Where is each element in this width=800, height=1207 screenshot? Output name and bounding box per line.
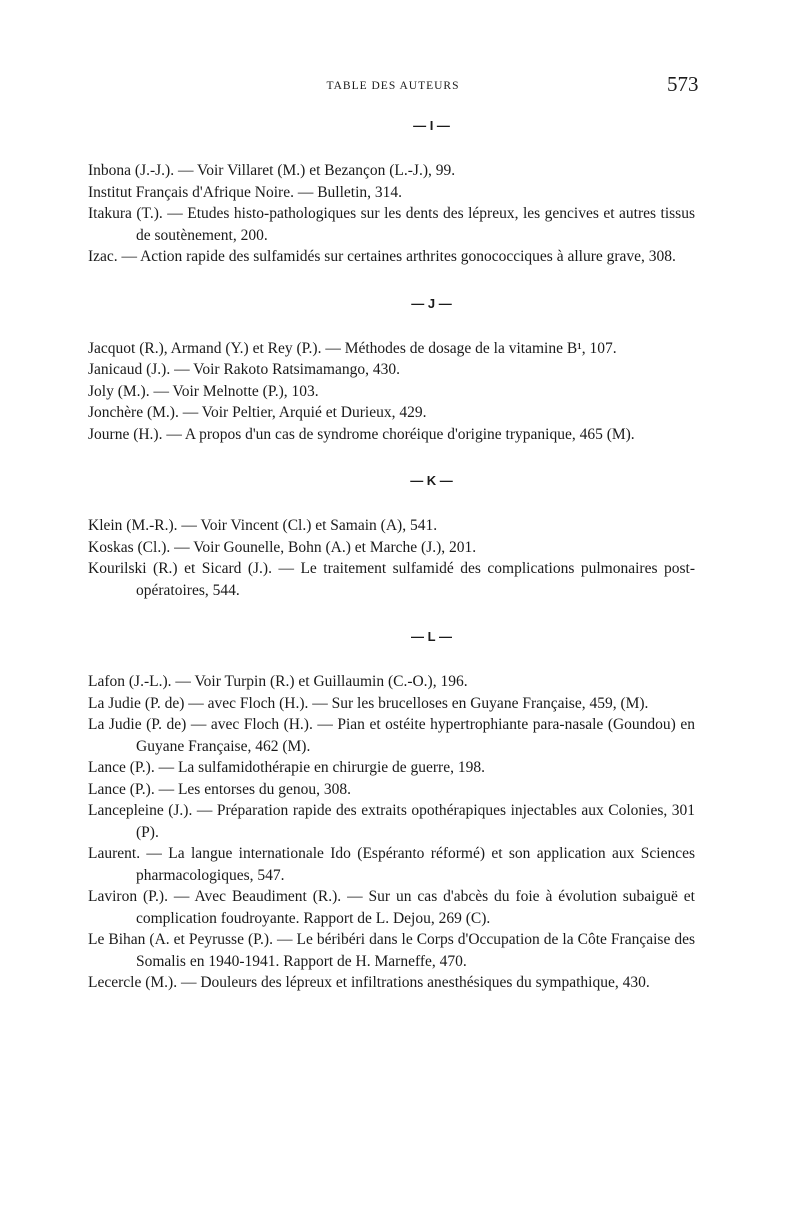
running-title: TABLE DES AUTEURS	[326, 80, 460, 92]
index-entry: Lecercle (M.). — Douleurs des lépreux et infiltrations anesthésiques du sympathique, 430.	[88, 974, 650, 991]
index-entry: La Judie (P. de) — avec Floch (H.). — Pian et ostéite hypertrophiante para-nasale (Goundou) en Guyane Française, 462 (M).	[88, 716, 695, 755]
section-heading-l: — L —	[411, 629, 452, 644]
index-entry: Lafon (J.-L.). — Voir Turpin (R.) et Guillaumin (C.-O.), 196.	[88, 673, 468, 690]
index-entry: La Judie (P. de) — avec Floch (H.). — Sur les brucelloses en Guyane Française, 459, (M).	[88, 694, 649, 712]
index-entry: Lance (P.). — La sulfamidothérapie en chirurgie de guerre, 198.	[88, 759, 485, 776]
author-index	[88, 112, 695, 994]
index-entry: Joly (M.). — Voir Melnotte (P.), 103.	[88, 382, 319, 400]
section-heading-j: — J —	[411, 295, 452, 311]
index-entry: Kourilski (R.) et Sicard (J.). — Le traitement sulfamidé des complications pulmonaires post-opératoires, 544.	[88, 560, 695, 599]
index-entry: Laviron (P.). — Avec Beaudiment (R.). — Sur un cas d'abcès du foie à évolution subaiguë et complication foudroyante. Rapport de L. Dejou, 269 (C).	[88, 888, 695, 927]
index-entry: Itakura (T.). — Etudes histo-pathologiques sur les dents des lépreux, les gencives et autres tissus de soutènement, 200.	[88, 205, 695, 244]
index-entry: Janicaud (J.). — Voir Rakoto Ratsimamango, 430.	[88, 361, 400, 378]
index-entry: Jonchère (M.). — Voir Peltier, Arquié et Durieux, 429.	[88, 404, 427, 421]
page-number: 573	[667, 72, 699, 96]
index-entry: Journe (H.). — A propos d'un cas de syndrome choréique d'origine trypanique, 465 (M).	[88, 425, 635, 443]
index-entry: Laurent. — La langue internationale Ido (Espéranto réformé) et son application aux Sciences pharmacologiques, 547.	[88, 845, 695, 884]
section-heading-i: — I —	[413, 118, 450, 133]
index-entry: Lancepleine (J.). — Préparation rapide des extraits opothérapiques injectables aux Colonies, 301 (P).	[88, 802, 695, 841]
section-heading-k: — K —	[410, 473, 453, 488]
index-entry: Klein (M.-R.). — Voir Vincent (Cl.) et Samain (A), 541.	[88, 517, 438, 534]
index-entry: Institut Français d'Afrique Noire. — Bulletin, 314.	[88, 183, 403, 201]
index-entry: Jacquot (R.), Armand (Y.) et Rey (P.). — Méthodes de dosage de la vitamine B¹, 107.	[88, 339, 617, 357]
index-entry: Inbona (J.-J.). — Voir Villaret (M.) et Bezançon (L.-J.), 99.	[88, 162, 456, 179]
index-entry: Izac. — Action rapide des sulfamidés sur certaines arthrites gonococciques à allure grave, 308.	[88, 248, 676, 265]
index-entry: Le Bihan (A. et Peyrusse (P.). — Le béribéri dans le Corps d'Occupation de la Côte Française des Somalis en 1940-1941. Rapport de H. Marneffe, 470.	[88, 931, 695, 970]
index-entry: Koskas (Cl.). — Voir Gounelle, Bohn (A.) et Marche (J.), 201.	[88, 538, 477, 556]
index-entry: Lance (P.). — Les entorses du genou, 308.	[88, 780, 352, 798]
